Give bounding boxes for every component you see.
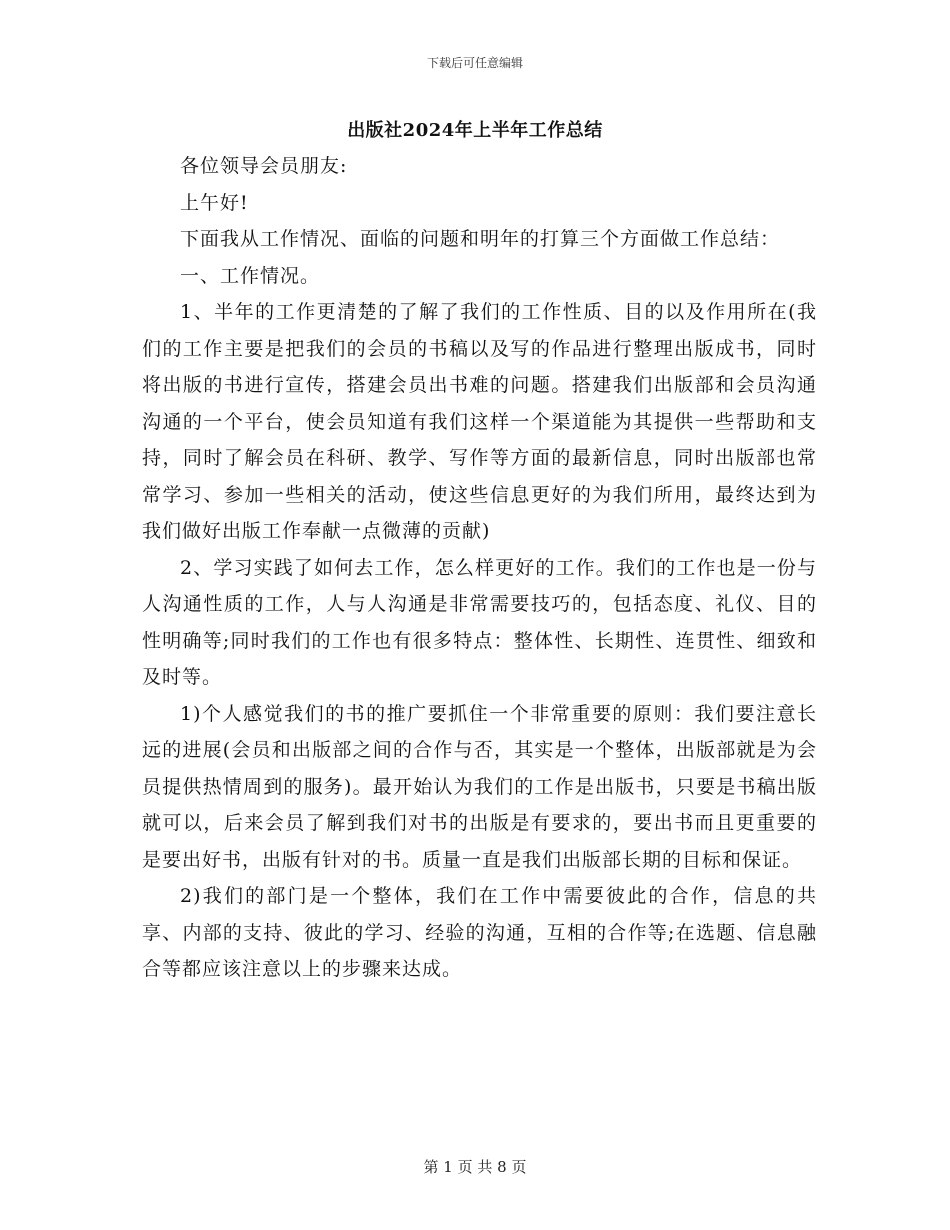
header-note: 下载后可任意编辑 — [426, 56, 523, 70]
section-heading-work-status: 一、工作情况。 — [180, 264, 321, 287]
page-number: 第 1 页 共 8 页 — [423, 1158, 527, 1176]
paragraph-subitem-1: 1)个人感觉我们的书的推广要抓住一个非常重要的原则：我们要注意长远的进展(会员和出版部之间的合作与否，其实是一个整体，出版部就是为会员提供热情周到的服务)。最开始认为我们的工作是出版书，只要是书稿出版就可以，后来会员了解到我们对书的出版是有要求的，要出书而且更重要的是要出好书，出版有针对的书。质量一直是我们出版部长期的目标和保证。 — [142, 702, 817, 871]
document-title: 出版社2024年上半年工作总结 — [347, 120, 603, 141]
document-body — [142, 148, 817, 988]
paragraph-intro: 下面我从工作情况、面临的问题和明年的打算三个方面做工作总结： — [180, 228, 781, 250]
paragraph-item-1: 1、半年的工作更清楚的了解了我们的工作性质、目的以及作用所在(我们的工作主要是把我们的会员的书稿以及写的作品进行整理出版成书，同时将出版的书进行宣传，搭建会员出书难的问题。搭建我们出版部和会员沟通沟通的一个平台，使会员知道有我们这样一个渠道能为其提供一些帮助和支持，同时了解会员在科研、教学、写作等方面的最新信息，同时出版部也常常学习、参加一些相关的活动，使这些信息更好的为我们所用，最终达到为我们做好出版工作奉献一点微薄的贡献) — [142, 301, 817, 542]
paragraph-subitem-2: 2)我们的部门是一个整体，我们在工作中需要彼此的合作，信息的共享、内部的支持、彼此的学习、经验的沟通，互相的合作等;在选题、信息融合等都应该注意以上的步骤来达成。 — [142, 885, 817, 980]
paragraph-item-2: 2、学习实践了如何去工作，怎么样更好的工作。我们的工作也是一份与人沟通性质的工作，人与人沟通是非常需要技巧的，包括态度、礼仪、目的性明确等;同时我们的工作也有很多特点：整体性、长期性、连贯性、细致和及时等。 — [142, 556, 817, 688]
paragraph-salutation: 上午好! — [180, 191, 249, 214]
paragraph-greeting: 各位领导会员朋友: — [180, 155, 348, 177]
